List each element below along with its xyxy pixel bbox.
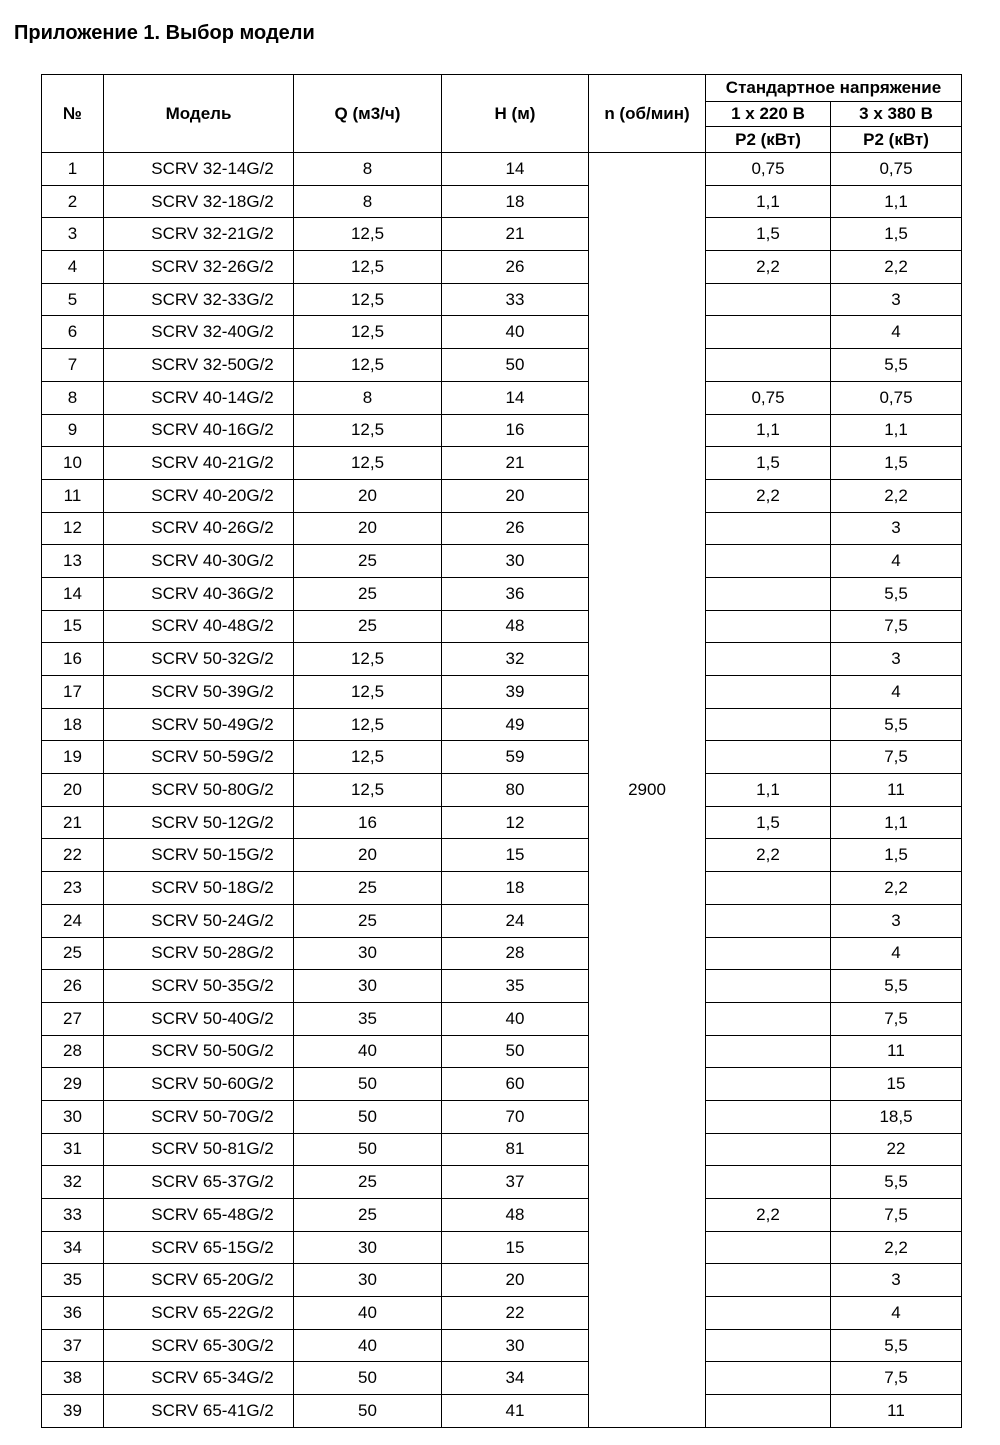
row-power-1ph [706, 643, 831, 676]
row-head: 12 [442, 806, 589, 839]
row-head: 22 [442, 1297, 589, 1330]
table-row [42, 479, 962, 512]
row-number: 2 [42, 185, 104, 218]
table-row [42, 610, 962, 643]
row-power-3ph: 4 [831, 676, 962, 709]
row-flow: 12,5 [294, 708, 442, 741]
row-model: SCRV 32-50G/2 [104, 349, 294, 382]
row-number: 31 [42, 1133, 104, 1166]
row-flow: 30 [294, 937, 442, 970]
row-power-3ph: 5,5 [831, 970, 962, 1003]
table-row [42, 937, 962, 970]
row-number: 10 [42, 447, 104, 480]
table-body [42, 153, 962, 1428]
table-row [42, 218, 962, 251]
row-number: 3 [42, 218, 104, 251]
row-model: SCRV 65-30G/2 [104, 1329, 294, 1362]
table-row [42, 839, 962, 872]
row-power-1ph [706, 283, 831, 316]
row-head: 35 [442, 970, 589, 1003]
row-number: 29 [42, 1068, 104, 1101]
row-head: 26 [442, 512, 589, 545]
row-power-1ph [706, 1068, 831, 1101]
table-row [42, 1068, 962, 1101]
table-row [42, 741, 962, 774]
row-number: 19 [42, 741, 104, 774]
row-flow: 35 [294, 1002, 442, 1035]
row-number: 17 [42, 676, 104, 709]
row-head: 30 [442, 1329, 589, 1362]
row-power-3ph: 3 [831, 643, 962, 676]
row-number: 34 [42, 1231, 104, 1264]
row-power-1ph [706, 316, 831, 349]
table-row [42, 1329, 962, 1362]
table-row [42, 545, 962, 578]
row-model: SCRV 50-50G/2 [104, 1035, 294, 1068]
table-row [42, 316, 962, 349]
row-number: 25 [42, 937, 104, 970]
row-number: 37 [42, 1329, 104, 1362]
row-head: 20 [442, 479, 589, 512]
row-head: 49 [442, 708, 589, 741]
row-model: SCRV 65-20G/2 [104, 1264, 294, 1297]
row-model: SCRV 32-33G/2 [104, 283, 294, 316]
table-row [42, 1231, 962, 1264]
row-number: 38 [42, 1362, 104, 1395]
row-flow: 12,5 [294, 414, 442, 447]
row-flow: 50 [294, 1395, 442, 1428]
row-number: 30 [42, 1100, 104, 1133]
row-model: SCRV 50-60G/2 [104, 1068, 294, 1101]
row-number: 23 [42, 872, 104, 905]
row-model: SCRV 65-15G/2 [104, 1231, 294, 1264]
row-model: SCRV 40-20G/2 [104, 479, 294, 512]
row-power-3ph: 22 [831, 1133, 962, 1166]
row-head: 14 [442, 381, 589, 414]
row-number: 13 [42, 545, 104, 578]
row-flow: 30 [294, 970, 442, 1003]
table-row [42, 414, 962, 447]
row-number: 33 [42, 1199, 104, 1232]
row-power-3ph: 2,2 [831, 872, 962, 905]
row-model: SCRV 40-26G/2 [104, 512, 294, 545]
header-power-3ph: P2 (кВт) [831, 127, 962, 153]
row-power-1ph [706, 1133, 831, 1166]
row-number: 35 [42, 1264, 104, 1297]
table-row [42, 806, 962, 839]
model-selection-table [41, 74, 962, 1428]
table-row [42, 970, 962, 1003]
row-head: 40 [442, 1002, 589, 1035]
row-model: SCRV 50-28G/2 [104, 937, 294, 970]
row-power-1ph [706, 904, 831, 937]
row-power-3ph: 2,2 [831, 251, 962, 284]
row-power-3ph: 1,5 [831, 447, 962, 480]
row-power-1ph [706, 577, 831, 610]
row-power-1ph [706, 1395, 831, 1428]
table-row [42, 512, 962, 545]
row-head: 50 [442, 1035, 589, 1068]
row-flow: 12,5 [294, 774, 442, 807]
row-number: 9 [42, 414, 104, 447]
row-power-3ph: 3 [831, 1264, 962, 1297]
row-head: 18 [442, 872, 589, 905]
row-number: 36 [42, 1297, 104, 1330]
row-flow: 12,5 [294, 447, 442, 480]
header-q: Q (м3/ч) [294, 75, 442, 153]
row-flow: 25 [294, 1166, 442, 1199]
row-power-1ph: 0,75 [706, 153, 831, 186]
row-model: SCRV 50-81G/2 [104, 1133, 294, 1166]
row-flow: 8 [294, 153, 442, 186]
header-num: № [42, 75, 104, 153]
row-head: 32 [442, 643, 589, 676]
row-power-1ph [706, 872, 831, 905]
row-head: 40 [442, 316, 589, 349]
table-row [42, 904, 962, 937]
row-number: 11 [42, 479, 104, 512]
row-number: 28 [42, 1035, 104, 1068]
row-flow: 12,5 [294, 283, 442, 316]
row-head: 48 [442, 610, 589, 643]
table-row [42, 774, 962, 807]
row-power-1ph [706, 937, 831, 970]
row-number: 7 [42, 349, 104, 382]
row-number: 6 [42, 316, 104, 349]
row-number: 16 [42, 643, 104, 676]
row-power-3ph: 0,75 [831, 381, 962, 414]
row-power-1ph [706, 1362, 831, 1395]
row-flow: 12,5 [294, 218, 442, 251]
row-power-1ph: 1,5 [706, 218, 831, 251]
row-head: 26 [442, 251, 589, 284]
row-head: 21 [442, 218, 589, 251]
table-row [42, 1166, 962, 1199]
table-row [42, 1264, 962, 1297]
row-model: SCRV 50-15G/2 [104, 839, 294, 872]
row-flow: 40 [294, 1035, 442, 1068]
row-power-1ph [706, 349, 831, 382]
row-model: SCRV 65-41G/2 [104, 1395, 294, 1428]
row-model: SCRV 32-40G/2 [104, 316, 294, 349]
row-flow: 30 [294, 1231, 442, 1264]
row-flow: 25 [294, 1199, 442, 1232]
row-flow: 12,5 [294, 643, 442, 676]
row-power-1ph [706, 1035, 831, 1068]
table-row [42, 676, 962, 709]
table-row [42, 1297, 962, 1330]
row-model: SCRV 40-30G/2 [104, 545, 294, 578]
row-power-3ph: 3 [831, 283, 962, 316]
row-model: SCRV 65-48G/2 [104, 1199, 294, 1232]
header-voltage-1ph: 1 х 220 В [706, 102, 831, 127]
table-row [42, 381, 962, 414]
row-number: 26 [42, 970, 104, 1003]
row-flow: 25 [294, 610, 442, 643]
row-power-3ph: 3 [831, 512, 962, 545]
row-flow: 20 [294, 512, 442, 545]
row-power-3ph: 4 [831, 545, 962, 578]
table-row [42, 577, 962, 610]
row-power-1ph: 2,2 [706, 479, 831, 512]
row-head: 30 [442, 545, 589, 578]
row-model: SCRV 50-12G/2 [104, 806, 294, 839]
row-power-3ph: 1,5 [831, 218, 962, 251]
row-model: SCRV 65-37G/2 [104, 1166, 294, 1199]
row-power-3ph: 5,5 [831, 1166, 962, 1199]
row-head: 28 [442, 937, 589, 970]
row-model: SCRV 40-48G/2 [104, 610, 294, 643]
row-power-1ph [706, 1264, 831, 1297]
row-model: SCRV 50-49G/2 [104, 708, 294, 741]
row-power-3ph: 1,1 [831, 806, 962, 839]
row-power-1ph: 1,1 [706, 774, 831, 807]
row-power-3ph: 5,5 [831, 708, 962, 741]
page-title: Приложение 1. Выбор модели [14, 22, 315, 44]
row-power-1ph [706, 1297, 831, 1330]
row-power-3ph: 2,2 [831, 1231, 962, 1264]
row-power-1ph [706, 676, 831, 709]
row-model: SCRV 50-24G/2 [104, 904, 294, 937]
row-model: SCRV 50-59G/2 [104, 741, 294, 774]
row-model: SCRV 40-36G/2 [104, 577, 294, 610]
row-power-1ph: 1,1 [706, 414, 831, 447]
table-row [42, 1199, 962, 1232]
row-number: 14 [42, 577, 104, 610]
row-model: SCRV 32-21G/2 [104, 218, 294, 251]
row-model: SCRV 40-14G/2 [104, 381, 294, 414]
row-power-1ph [706, 1100, 831, 1133]
row-flow: 50 [294, 1133, 442, 1166]
row-flow: 12,5 [294, 741, 442, 774]
row-flow: 25 [294, 545, 442, 578]
row-flow: 12,5 [294, 251, 442, 284]
row-power-3ph: 1,5 [831, 839, 962, 872]
row-head: 60 [442, 1068, 589, 1101]
row-power-1ph: 2,2 [706, 839, 831, 872]
row-power-1ph: 0,75 [706, 381, 831, 414]
row-model: SCRV 50-80G/2 [104, 774, 294, 807]
row-head: 15 [442, 839, 589, 872]
table-row [42, 153, 962, 186]
row-flow: 12,5 [294, 349, 442, 382]
row-flow: 40 [294, 1297, 442, 1330]
row-head: 37 [442, 1166, 589, 1199]
table-row [42, 643, 962, 676]
rpm-value: 2900 [589, 153, 706, 1428]
row-flow: 50 [294, 1362, 442, 1395]
row-power-1ph: 2,2 [706, 251, 831, 284]
table-row [42, 251, 962, 284]
table-row [42, 1133, 962, 1166]
row-head: 34 [442, 1362, 589, 1395]
row-power-1ph: 1,1 [706, 185, 831, 218]
row-power-3ph: 4 [831, 937, 962, 970]
row-head: 20 [442, 1264, 589, 1297]
row-model: SCRV 65-22G/2 [104, 1297, 294, 1330]
row-flow: 40 [294, 1329, 442, 1362]
row-power-3ph: 7,5 [831, 741, 962, 774]
row-number: 20 [42, 774, 104, 807]
row-model: SCRV 40-21G/2 [104, 447, 294, 480]
table-row [42, 872, 962, 905]
row-head: 50 [442, 349, 589, 382]
row-power-3ph: 4 [831, 316, 962, 349]
header-rpm: n (об/мин) [589, 75, 706, 153]
table-row [42, 1395, 962, 1428]
row-model: SCRV 65-34G/2 [104, 1362, 294, 1395]
row-number: 18 [42, 708, 104, 741]
row-number: 5 [42, 283, 104, 316]
row-model: SCRV 50-40G/2 [104, 1002, 294, 1035]
row-number: 12 [42, 512, 104, 545]
table-row [42, 1002, 962, 1035]
row-number: 21 [42, 806, 104, 839]
row-number: 24 [42, 904, 104, 937]
row-model: SCRV 32-26G/2 [104, 251, 294, 284]
row-number: 27 [42, 1002, 104, 1035]
row-flow: 20 [294, 479, 442, 512]
row-number: 32 [42, 1166, 104, 1199]
row-power-3ph: 18,5 [831, 1100, 962, 1133]
table-row [42, 447, 962, 480]
row-power-3ph: 11 [831, 774, 962, 807]
row-flow: 8 [294, 381, 442, 414]
row-head: 59 [442, 741, 589, 774]
row-model: SCRV 50-70G/2 [104, 1100, 294, 1133]
row-flow: 12,5 [294, 676, 442, 709]
row-power-1ph: 1,5 [706, 806, 831, 839]
row-power-1ph [706, 512, 831, 545]
row-power-3ph: 11 [831, 1035, 962, 1068]
row-power-1ph [706, 708, 831, 741]
row-power-3ph: 15 [831, 1068, 962, 1101]
row-power-1ph [706, 1329, 831, 1362]
header-model: Модель [104, 75, 294, 153]
row-head: 41 [442, 1395, 589, 1428]
row-model: SCRV 50-18G/2 [104, 872, 294, 905]
row-flow: 30 [294, 1264, 442, 1297]
row-power-1ph: 1,5 [706, 447, 831, 480]
row-head: 48 [442, 1199, 589, 1232]
row-model: SCRV 32-18G/2 [104, 185, 294, 218]
row-number: 8 [42, 381, 104, 414]
row-power-3ph: 7,5 [831, 1002, 962, 1035]
table-row [42, 349, 962, 382]
row-head: 24 [442, 904, 589, 937]
row-number: 4 [42, 251, 104, 284]
table-row [42, 1035, 962, 1068]
header-voltage-group: Стандартное напряжение [706, 75, 962, 102]
row-flow: 20 [294, 839, 442, 872]
row-flow: 50 [294, 1100, 442, 1133]
row-power-3ph: 11 [831, 1395, 962, 1428]
row-power-3ph: 5,5 [831, 577, 962, 610]
row-power-3ph: 1,1 [831, 185, 962, 218]
row-power-3ph: 2,2 [831, 479, 962, 512]
row-power-1ph [706, 1231, 831, 1264]
row-power-1ph [706, 545, 831, 578]
row-head: 80 [442, 774, 589, 807]
row-number: 1 [42, 153, 104, 186]
row-number: 22 [42, 839, 104, 872]
table-row [42, 1362, 962, 1395]
row-head: 21 [442, 447, 589, 480]
row-flow: 25 [294, 904, 442, 937]
row-head: 14 [442, 153, 589, 186]
row-head: 70 [442, 1100, 589, 1133]
row-power-3ph: 7,5 [831, 610, 962, 643]
table-row [42, 708, 962, 741]
row-model: SCRV 50-35G/2 [104, 970, 294, 1003]
row-model: SCRV 40-16G/2 [104, 414, 294, 447]
row-flow: 25 [294, 872, 442, 905]
row-model: SCRV 50-32G/2 [104, 643, 294, 676]
row-power-3ph: 4 [831, 1297, 962, 1330]
row-flow: 25 [294, 577, 442, 610]
row-power-3ph: 5,5 [831, 1329, 962, 1362]
row-model: SCRV 32-14G/2 [104, 153, 294, 186]
row-power-1ph [706, 970, 831, 1003]
row-head: 36 [442, 577, 589, 610]
header-voltage-3ph: 3 х 380 В [831, 102, 962, 127]
row-power-3ph: 5,5 [831, 349, 962, 382]
row-head: 15 [442, 1231, 589, 1264]
row-power-3ph: 7,5 [831, 1362, 962, 1395]
row-power-1ph [706, 1166, 831, 1199]
row-flow: 16 [294, 806, 442, 839]
row-power-1ph [706, 741, 831, 774]
row-number: 15 [42, 610, 104, 643]
row-power-1ph [706, 610, 831, 643]
header-h: H (м) [442, 75, 589, 153]
row-power-1ph [706, 1002, 831, 1035]
row-head: 18 [442, 185, 589, 218]
row-model: SCRV 50-39G/2 [104, 676, 294, 709]
table-row [42, 283, 962, 316]
row-head: 39 [442, 676, 589, 709]
table-row [42, 1100, 962, 1133]
row-power-3ph: 7,5 [831, 1199, 962, 1232]
row-flow: 12,5 [294, 316, 442, 349]
header-power-1ph: P2 (кВт) [706, 127, 831, 153]
row-head: 16 [442, 414, 589, 447]
row-head: 81 [442, 1133, 589, 1166]
row-power-3ph: 1,1 [831, 414, 962, 447]
row-power-3ph: 0,75 [831, 153, 962, 186]
row-power-3ph: 3 [831, 904, 962, 937]
row-flow: 8 [294, 185, 442, 218]
row-flow: 50 [294, 1068, 442, 1101]
row-head: 33 [442, 283, 589, 316]
row-number: 39 [42, 1395, 104, 1428]
row-power-1ph: 2,2 [706, 1199, 831, 1232]
table-row [42, 185, 962, 218]
